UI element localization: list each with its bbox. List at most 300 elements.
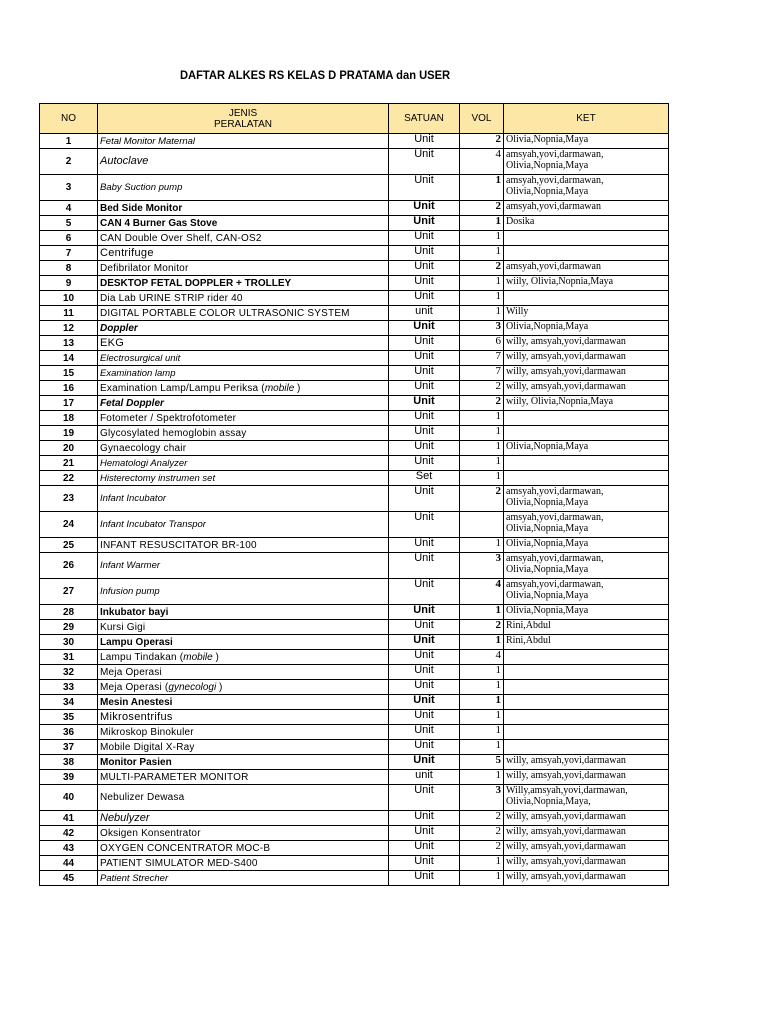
- equipment-table: [39, 103, 669, 886]
- table-row: [40, 811, 669, 826]
- cell-jenis: [98, 579, 389, 605]
- table-row: [40, 175, 669, 201]
- cell-no: 24: [40, 512, 98, 538]
- cell-no: 31: [40, 650, 98, 665]
- cell-vol: 4: [460, 650, 504, 665]
- cell-satuan: Unit: [389, 635, 460, 650]
- equipment-name: Autoclave: [100, 155, 149, 167]
- cell-vol: 1: [460, 635, 504, 650]
- cell-ket: amsyah,yovi,darmawan, Olivia,Nopnia,Maya: [504, 486, 669, 512]
- cell-no: 20: [40, 441, 98, 456]
- equipment-name: Infant Incubator: [100, 493, 167, 504]
- cell-ket: willy, amsyah,yovi,darmawan: [504, 826, 669, 841]
- cell-vol: 2: [460, 811, 504, 826]
- cell-satuan: Unit: [389, 456, 460, 471]
- table-row: [40, 553, 669, 579]
- cell-no: 15: [40, 366, 98, 381]
- equipment-name-tail: ): [216, 681, 223, 693]
- table-row: [40, 770, 669, 785]
- table-row: [40, 456, 669, 471]
- cell-ket: amsyah,yovi,darmawan, Olivia,Nopnia,Maya: [504, 579, 669, 605]
- equipment-name: Electrosurgical unit: [100, 352, 181, 364]
- table-row: [40, 231, 669, 246]
- cell-vol: 1: [460, 538, 504, 553]
- equipment-name: INFANT RESUSCITATOR BR-100: [100, 539, 257, 551]
- cell-ket: willy, amsyah,yovi,darmawan: [504, 841, 669, 856]
- table-row: [40, 605, 669, 620]
- cell-no: 41: [40, 811, 98, 826]
- equipment-name-tail: ): [212, 651, 219, 663]
- cell-jenis: [98, 411, 389, 426]
- cell-jenis: [98, 553, 389, 579]
- cell-no: 1: [40, 134, 98, 149]
- cell-vol: 1: [460, 710, 504, 725]
- cell-jenis: [98, 175, 389, 201]
- cell-satuan: Unit: [389, 291, 460, 306]
- table-row: [40, 411, 669, 426]
- equipment-name: Examination lamp: [100, 367, 176, 379]
- cell-jenis: [98, 635, 389, 650]
- cell-vol: 1: [460, 231, 504, 246]
- cell-ket: [504, 411, 669, 426]
- table-row: [40, 291, 669, 306]
- equipment-name: Patient Strecher: [100, 872, 169, 884]
- cell-satuan: Unit: [389, 134, 460, 149]
- table-row: [40, 650, 669, 665]
- cell-no: 2: [40, 149, 98, 175]
- cell-no: 14: [40, 351, 98, 366]
- table-row: [40, 512, 669, 538]
- cell-satuan: Unit: [389, 650, 460, 665]
- table-row: [40, 755, 669, 770]
- cell-no: 40: [40, 785, 98, 811]
- equipment-name: Infant Incubator Transpor: [100, 519, 206, 530]
- cell-ket: willy, amsyah,yovi,darmawan: [504, 755, 669, 770]
- cell-satuan: Unit: [389, 538, 460, 553]
- cell-satuan: Unit: [389, 486, 460, 512]
- table-row: [40, 856, 669, 871]
- cell-vol: 1: [460, 871, 504, 886]
- table-row: [40, 710, 669, 725]
- cell-jenis: [98, 149, 389, 175]
- table-row: [40, 336, 669, 351]
- cell-vol: 2: [460, 201, 504, 216]
- cell-jenis: [98, 665, 389, 680]
- cell-satuan: Unit: [389, 512, 460, 538]
- cell-no: 27: [40, 579, 98, 605]
- cell-vol: 1: [460, 725, 504, 740]
- equipment-name: Fetal Doppler: [100, 397, 164, 409]
- cell-ket: [504, 695, 669, 710]
- header-satuan: SATUAN: [389, 104, 460, 134]
- cell-satuan: unit: [389, 306, 460, 321]
- cell-no: 17: [40, 396, 98, 411]
- cell-jenis: [98, 246, 389, 261]
- cell-jenis: [98, 216, 389, 231]
- cell-satuan: Unit: [389, 351, 460, 366]
- cell-ket: [504, 246, 669, 261]
- equipment-name: DESKTOP FETAL DOPPLER + TROLLEY: [100, 277, 292, 289]
- cell-ket: Olivia,Nopnia,Maya: [504, 441, 669, 456]
- equipment-name: Inkubator bayi: [100, 606, 169, 618]
- cell-vol: 3: [460, 785, 504, 811]
- table-row: [40, 261, 669, 276]
- cell-ket: amsyah,yovi,darmawan, Olivia,Nopnia,Maya: [504, 175, 669, 201]
- equipment-name: OXYGEN CONCENTRATOR MOC-B: [100, 842, 271, 854]
- cell-no: 6: [40, 231, 98, 246]
- cell-satuan: Unit: [389, 276, 460, 291]
- cell-no: 9: [40, 276, 98, 291]
- table-row: [40, 486, 669, 512]
- cell-satuan: Unit: [389, 246, 460, 261]
- cell-ket: Rini,Abdul: [504, 620, 669, 635]
- cell-no: 22: [40, 471, 98, 486]
- cell-ket: amsyah,yovi,darmawan, Olivia,Nopnia,Maya: [504, 553, 669, 579]
- equipment-name: Monitor Pasien: [100, 756, 172, 768]
- cell-jenis: [98, 321, 389, 336]
- cell-no: 16: [40, 381, 98, 396]
- cell-no: 18: [40, 411, 98, 426]
- cell-satuan: Unit: [389, 710, 460, 725]
- table-row: [40, 366, 669, 381]
- cell-jenis: [98, 512, 389, 538]
- table-row: [40, 538, 669, 553]
- cell-satuan: Unit: [389, 336, 460, 351]
- cell-satuan: Unit: [389, 856, 460, 871]
- cell-no: 13: [40, 336, 98, 351]
- cell-no: 34: [40, 695, 98, 710]
- cell-jenis: [98, 871, 389, 886]
- cell-satuan: Unit: [389, 620, 460, 635]
- cell-vol: 4: [460, 149, 504, 175]
- equipment-name: Infusion pump: [100, 586, 160, 597]
- cell-vol: 1: [460, 276, 504, 291]
- cell-vol: 1: [460, 665, 504, 680]
- header-ket: KET: [504, 104, 669, 134]
- cell-vol: 1: [460, 426, 504, 441]
- table-row: [40, 695, 669, 710]
- cell-satuan: Unit: [389, 231, 460, 246]
- table-row: [40, 276, 669, 291]
- cell-ket: willy, amsyah,yovi,darmawan: [504, 366, 669, 381]
- cell-jenis: [98, 291, 389, 306]
- cell-jenis: [98, 841, 389, 856]
- cell-no: 23: [40, 486, 98, 512]
- cell-no: 36: [40, 725, 98, 740]
- equipment-name: Mikroskop Binokuler: [100, 726, 194, 738]
- cell-ket: willy, amsyah,yovi,darmawan: [504, 811, 669, 826]
- cell-jenis: [98, 710, 389, 725]
- cell-no: 4: [40, 201, 98, 216]
- page-title: DAFTAR ALKES RS KELAS D PRATAMA dan USER: [180, 68, 451, 82]
- cell-ket: amsyah,yovi,darmawan, Olivia,Nopnia,Maya: [504, 512, 669, 538]
- cell-jenis: [98, 306, 389, 321]
- cell-satuan: Unit: [389, 441, 460, 456]
- equipment-name-qualifier: gynecologi: [168, 681, 217, 693]
- cell-vol: 1: [460, 680, 504, 695]
- cell-no: 3: [40, 175, 98, 201]
- cell-satuan: Unit: [389, 216, 460, 231]
- cell-satuan: Unit: [389, 381, 460, 396]
- cell-ket: [504, 740, 669, 755]
- cell-vol: 2: [460, 486, 504, 512]
- cell-vol: 2: [460, 261, 504, 276]
- cell-satuan: Unit: [389, 740, 460, 755]
- cell-no: 44: [40, 856, 98, 871]
- cell-no: 28: [40, 605, 98, 620]
- equipment-name: Glycosylated hemoglobin assay: [100, 427, 247, 439]
- cell-ket: [504, 426, 669, 441]
- cell-jenis: [98, 441, 389, 456]
- cell-vol: 1: [460, 306, 504, 321]
- header-no: NO: [40, 104, 98, 134]
- table-row: [40, 579, 669, 605]
- cell-no: 42: [40, 826, 98, 841]
- table-row: [40, 871, 669, 886]
- table-row: [40, 306, 669, 321]
- cell-ket: [504, 665, 669, 680]
- cell-ket: Olivia,Nopnia,Maya: [504, 134, 669, 149]
- cell-jenis: [98, 680, 389, 695]
- cell-no: 33: [40, 680, 98, 695]
- cell-jenis: [98, 134, 389, 149]
- cell-jenis: [98, 261, 389, 276]
- cell-jenis: [98, 231, 389, 246]
- cell-no: 39: [40, 770, 98, 785]
- cell-ket: Olivia,Nopnia,Maya: [504, 605, 669, 620]
- cell-jenis: [98, 650, 389, 665]
- cell-ket: Dosika: [504, 216, 669, 231]
- cell-jenis: [98, 695, 389, 710]
- equipment-name: Fetal Monitor Maternal: [100, 135, 196, 147]
- cell-vol: 1: [460, 291, 504, 306]
- cell-satuan: Unit: [389, 149, 460, 175]
- cell-ket: willy, amsyah,yovi,darmawan: [504, 336, 669, 351]
- cell-ket: willy, amsyah,yovi,darmawan: [504, 856, 669, 871]
- cell-no: 32: [40, 665, 98, 680]
- cell-no: 11: [40, 306, 98, 321]
- cell-ket: Willy,amsyah,yovi,darmawan, Olivia,Nopnia,Maya,: [504, 785, 669, 811]
- cell-jenis: [98, 770, 389, 785]
- equipment-name: Nebulyzer: [100, 811, 150, 824]
- cell-vol: 7: [460, 366, 504, 381]
- header-jenis-line1: JENIS: [228, 107, 258, 119]
- equipment-name: Mesin Anestesi: [100, 696, 173, 708]
- table-row: [40, 321, 669, 336]
- cell-jenis: [98, 336, 389, 351]
- header-jenis: [98, 104, 389, 134]
- cell-ket: [504, 680, 669, 695]
- equipment-name: Defibrilator Monitor: [100, 262, 189, 274]
- table-header-row: [40, 104, 669, 134]
- header-vol: VOL: [460, 104, 504, 134]
- table-row: [40, 740, 669, 755]
- cell-vol: 1: [460, 856, 504, 871]
- cell-satuan: Unit: [389, 665, 460, 680]
- cell-satuan: unit: [389, 770, 460, 785]
- equipment-name: MULTI-PARAMETER MONITOR: [100, 771, 249, 783]
- cell-jenis: [98, 201, 389, 216]
- cell-vol: 2: [460, 396, 504, 411]
- table-row: [40, 426, 669, 441]
- cell-satuan: Unit: [389, 826, 460, 841]
- cell-no: 8: [40, 261, 98, 276]
- cell-satuan: Set: [389, 471, 460, 486]
- equipment-name: CAN 4 Burner Gas Stove: [100, 217, 218, 229]
- equipment-name: Mobile Digital X-Ray: [100, 741, 195, 753]
- table-row: [40, 381, 669, 396]
- cell-no: 21: [40, 456, 98, 471]
- equipment-name: Doppler: [100, 322, 138, 334]
- cell-jenis: [98, 471, 389, 486]
- equipment-name: CAN Double Over Shelf, CAN-OS2: [100, 232, 262, 244]
- equipment-name: DIGITAL PORTABLE COLOR ULTRASONIC SYSTEM: [100, 307, 350, 319]
- cell-vol: 3: [460, 321, 504, 336]
- equipment-name: Fotometer / Spektrofotometer: [100, 412, 237, 424]
- cell-satuan: Unit: [389, 396, 460, 411]
- table-row: [40, 441, 669, 456]
- cell-satuan: Unit: [389, 785, 460, 811]
- equipment-name: Centrifuge: [100, 246, 154, 259]
- table-row: [40, 396, 669, 411]
- cell-no: 10: [40, 291, 98, 306]
- equipment-name: Hematologi Analyzer: [100, 457, 188, 469]
- table-row: [40, 680, 669, 695]
- cell-vol: 1: [460, 175, 504, 201]
- cell-ket: [504, 231, 669, 246]
- cell-vol: 1: [460, 695, 504, 710]
- cell-vol: 6: [460, 336, 504, 351]
- cell-ket: [504, 471, 669, 486]
- cell-ket: [504, 291, 669, 306]
- cell-no: 38: [40, 755, 98, 770]
- cell-jenis: [98, 456, 389, 471]
- cell-vol: 3: [460, 553, 504, 579]
- cell-vol: 7: [460, 351, 504, 366]
- table-row: [40, 826, 669, 841]
- cell-ket: [504, 725, 669, 740]
- cell-ket: willy, amsyah,yovi,darmawan: [504, 871, 669, 886]
- cell-ket: [504, 456, 669, 471]
- cell-vol: 2: [460, 381, 504, 396]
- cell-vol: 2: [460, 826, 504, 841]
- cell-jenis: [98, 486, 389, 512]
- cell-vol: 1: [460, 456, 504, 471]
- cell-ket: willy, amsyah,yovi,darmawan: [504, 770, 669, 785]
- table-row: [40, 246, 669, 261]
- cell-ket: Olivia,Nopnia,Maya: [504, 321, 669, 336]
- table-row: [40, 635, 669, 650]
- cell-jenis: [98, 755, 389, 770]
- equipment-name: Bed Side Monitor: [100, 202, 183, 214]
- table-row: [40, 201, 669, 216]
- cell-no: 29: [40, 620, 98, 635]
- equipment-name: PATIENT SIMULATOR MED-S400: [100, 857, 258, 869]
- table-row: [40, 216, 669, 231]
- cell-no: 45: [40, 871, 98, 886]
- equipment-name: Lampu Tindakan (: [100, 651, 184, 663]
- cell-no: 26: [40, 553, 98, 579]
- cell-no: 5: [40, 216, 98, 231]
- cell-jenis: [98, 426, 389, 441]
- cell-satuan: Unit: [389, 755, 460, 770]
- equipment-name: Nebulizer Dewasa: [100, 792, 185, 803]
- cell-ket: Olivia,Nopnia,Maya: [504, 538, 669, 553]
- cell-satuan: Unit: [389, 175, 460, 201]
- cell-jenis: [98, 276, 389, 291]
- cell-ket: [504, 650, 669, 665]
- cell-vol: 1: [460, 471, 504, 486]
- equipment-name: Histerectomy instrumen set: [100, 472, 216, 484]
- cell-satuan: Unit: [389, 553, 460, 579]
- equipment-name: Mikrosentrifus: [100, 710, 173, 723]
- cell-satuan: Unit: [389, 426, 460, 441]
- equipment-name: EKG: [100, 336, 125, 349]
- cell-satuan: Unit: [389, 366, 460, 381]
- cell-satuan: Unit: [389, 605, 460, 620]
- table-row: [40, 785, 669, 811]
- cell-no: 7: [40, 246, 98, 261]
- cell-satuan: Unit: [389, 841, 460, 856]
- table-row: [40, 471, 669, 486]
- cell-satuan: Unit: [389, 871, 460, 886]
- cell-vol: 1: [460, 411, 504, 426]
- equipment-name: Gynaecology chair: [100, 442, 187, 454]
- cell-vol: 2: [460, 841, 504, 856]
- cell-no: 12: [40, 321, 98, 336]
- equipment-name: Kursi Gigi: [100, 621, 146, 633]
- cell-ket: willy, amsyah,yovi,darmawan: [504, 351, 669, 366]
- cell-ket: wiily, Olivia,Nopnia,Maya: [504, 396, 669, 411]
- cell-satuan: Unit: [389, 695, 460, 710]
- cell-jenis: [98, 785, 389, 811]
- cell-vol: 1: [460, 770, 504, 785]
- cell-ket: Willy: [504, 306, 669, 321]
- cell-satuan: Unit: [389, 725, 460, 740]
- cell-ket: wiily, Olivia,Nopnia,Maya: [504, 276, 669, 291]
- cell-jenis: [98, 725, 389, 740]
- cell-ket: amsyah,yovi,darmawan, Olivia,Nopnia,Maya: [504, 149, 669, 175]
- cell-no: 35: [40, 710, 98, 725]
- table-row: [40, 149, 669, 175]
- cell-ket: Rini,Abdul: [504, 635, 669, 650]
- cell-vol: 1: [460, 605, 504, 620]
- cell-ket: amsyah,yovi,darmawan: [504, 201, 669, 216]
- cell-vol: 4: [460, 579, 504, 605]
- equipment-name-qualifier: mobile: [264, 382, 295, 394]
- equipment-name: Lampu Operasi: [100, 636, 173, 648]
- cell-jenis: [98, 856, 389, 871]
- cell-no: 25: [40, 538, 98, 553]
- equipment-name: Infant Warmer: [100, 560, 161, 571]
- table-row: [40, 725, 669, 740]
- equipment-name-qualifier: mobile: [183, 651, 213, 663]
- cell-jenis: [98, 826, 389, 841]
- cell-jenis: [98, 538, 389, 553]
- equipment-name: Meja Operasi (: [100, 681, 169, 693]
- cell-vol: 2: [460, 134, 504, 149]
- cell-jenis: [98, 396, 389, 411]
- cell-satuan: Unit: [389, 321, 460, 336]
- cell-satuan: Unit: [389, 811, 460, 826]
- cell-vol: 5: [460, 755, 504, 770]
- table-row: [40, 351, 669, 366]
- table-row: [40, 841, 669, 856]
- equipment-name: Dia Lab URINE STRIP rider 40: [100, 292, 243, 304]
- table-row: [40, 134, 669, 149]
- cell-no: 19: [40, 426, 98, 441]
- cell-satuan: Unit: [389, 680, 460, 695]
